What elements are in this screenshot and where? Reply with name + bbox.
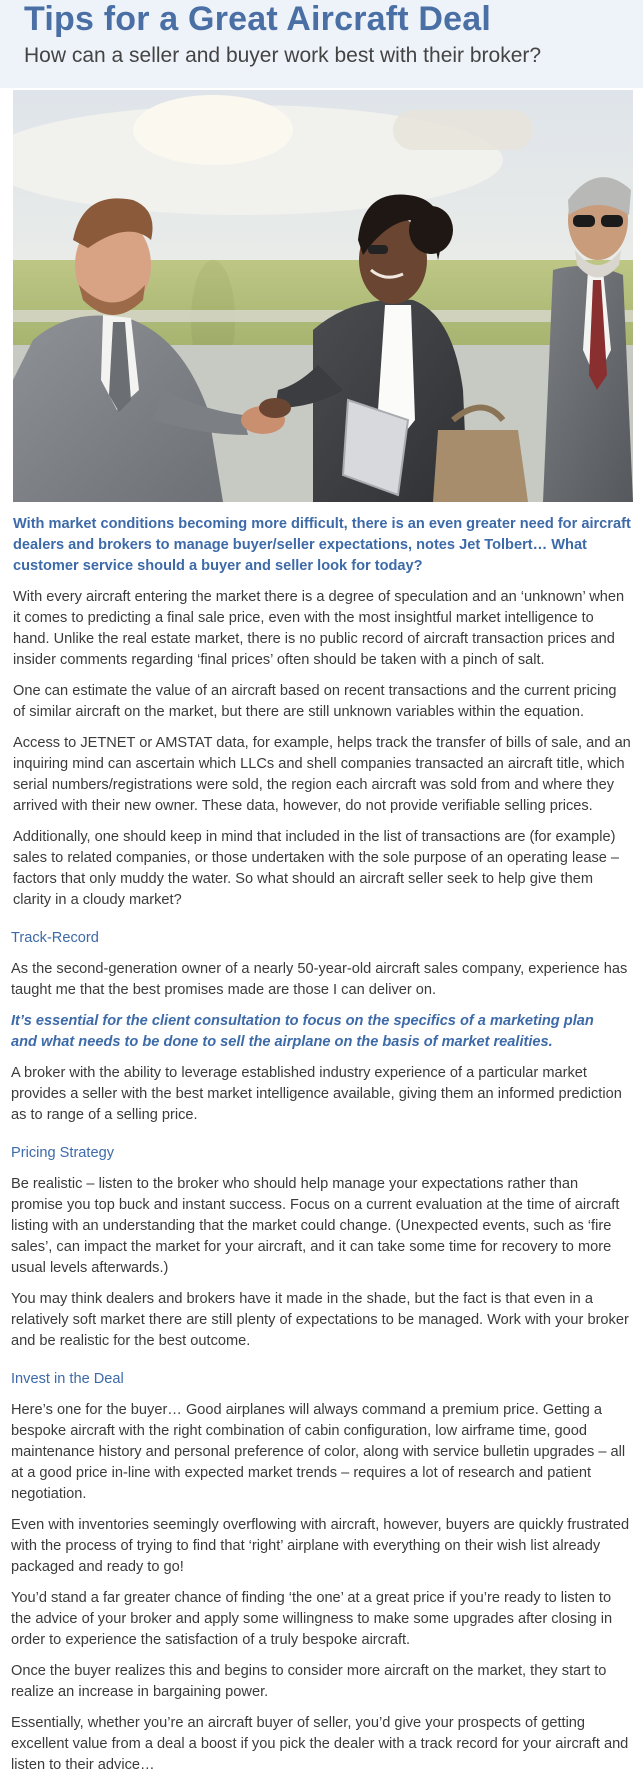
invest-paragraph-2: Even with inventories seemingly overflowing with aircraft, however, buyers are quickly frustrated with the process of trying to find that ‘right’ airplane with everything on their wish list already packaged and ready to go! — [11, 1517, 630, 1575]
hero-photo-handshake — [13, 90, 633, 502]
intro-paragraph-1: With every aircraft entering the market there is a degree of speculation and an ‘unknown’ when it comes to predicting a final sale price, even with the most insightful market intelligence to hand. Unlike the real estate market, there is no public record of aircraft transaction prices and insider comments regarding ‘final prices’ often should be taken with a pinch of salt. — [13, 589, 625, 668]
intro-lead: With market conditions becoming more difficult, there is an even greater need for aircraft dealers and brokers to manage buyer/seller expectations, notes Jet Tolbert… What customer service should a buyer and seller look for today? — [13, 516, 631, 574]
invest-paragraph-4: Once the buyer realizes this and begins to consider more aircraft on the market, they start to realize an increase in bargaining power. — [11, 1663, 607, 1700]
heading-track-record: Track-Record — [11, 930, 99, 946]
pricing-paragraph-1: Be realistic – listen to the broker who should help manage your expectations rather than promise you top buck and instant success. Focus on a current evaluation at the time of aircraft listing with an understanding that the market could change. (Unexpected events, such as ‘fire sales’, can impact the market for your aircraft, and it can take some time for recovery to more usual levels afterwards.) — [11, 1176, 620, 1276]
invest-paragraph-3: You’d stand a far greater chance of finding ‘the one’ at a great price if you’re ready to listen to the advice of your broker and apply some willingness to make some upgrades after closing in order to experience the satisfaction of a truly bespoke aircraft. — [11, 1590, 613, 1648]
pull-quote: It’s essential for the client consultation to focus on the specifics of a marketing plan and what needs to be done to sell the airplane on the basis of market realities. — [11, 1013, 594, 1050]
track-record-paragraph-2: A broker with the ability to leverage established industry experience of a particular market provides a seller with the best market intelligence available, giving them an informed prediction as to range of a selling price. — [11, 1065, 622, 1123]
invest-paragraph-5: Essentially, whether you’re an aircraft buyer of seller, you’d give your prospects of getting excellent value from a deal a boost if you pick the dealer with a track record for your aircraft and listen to their advice… — [11, 1715, 629, 1773]
invest-paragraph-1: Here’s one for the buyer… Good airplanes will always command a premium price. Getting a bespoke aircraft with the right combination of cabin configuration, low airframe time, good maintenance history and personal preference of color, along with service bulletin upgrades – all at a good price in-line with expected market trends – requires a lot of research and patient negotiation. — [11, 1402, 626, 1502]
page-subtitle: How can a seller and buyer work best with their broker? — [24, 44, 542, 67]
heading-pricing-strategy: Pricing Strategy — [11, 1145, 115, 1161]
intro-paragraph-3: Access to JETNET or AMSTAT data, for example, helps track the transfer of bills of sale, and an inquiring mind can ascertain which LLCs and shell companies transacted an aircraft title, which serial numbers/registrations were sold, the region each aircraft was sold from and where they arrived with their new owner. These data, however, do not provide verifiable selling prices. — [13, 735, 631, 814]
page-header — [0, 0, 643, 88]
heading-invest-in-deal: Invest in the Deal — [11, 1371, 124, 1387]
page-title: Tips for a Great Aircraft Deal — [24, 0, 492, 38]
intro-paragraph-2: One can estimate the value of an aircraft based on recent transactions and the current pricing of similar aircraft on the market, but there are still unknown variables within the equation. — [13, 683, 617, 720]
track-record-paragraph-1: As the second-generation owner of a nearly 50-year-old aircraft sales company, experience has taught me that the best promises made are those I can deliver on. — [11, 961, 628, 998]
pricing-paragraph-2: You may think dealers and brokers have it made in the shade, but the fact is that even in a relatively soft market there are still plenty of expectations to be managed. Work with your broker and be realistic for the best outcome. — [11, 1291, 629, 1349]
hero-photo-illustration — [13, 90, 633, 502]
intro-paragraph-4: Additionally, one should keep in mind that included in the list of transactions are (for example) sales to related companies, or those undertaken with the sole purpose of an operating lease – factors that only muddy the water. So what should an aircraft seller seek to help give them clarity in a cloudy market? — [13, 829, 620, 908]
